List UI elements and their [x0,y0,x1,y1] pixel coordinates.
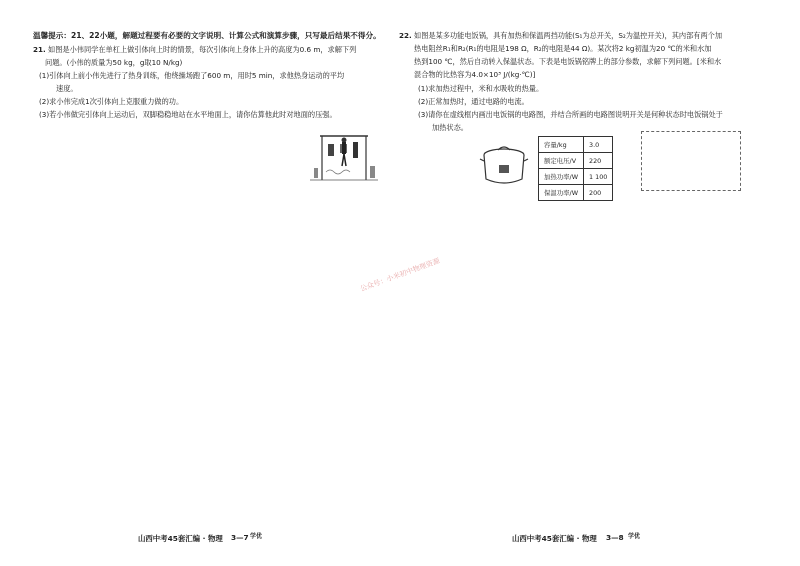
right-footer-page: 3—8 [606,533,624,542]
rice-cooker-figure [478,143,530,189]
q21-sub2: (2)求小伟完成1次引体向上克服重力做的功。 [39,97,184,106]
left-footer-logo: 学优 [250,533,263,540]
left-footer-page: 3—7 [231,533,249,542]
q22-text-1: 如图是某多功能电饭锅，具有加热和保温两挡功能(S₁为总开关，S₂为温控开关)，其内部有两个加 [414,31,723,40]
q22-line-1 [399,30,722,42]
q22-line-3: 热到100 ℃，然后自动转入保温状态。下表是电饭锅铭牌上的部分参数，求解下列问题。[米和水 [414,57,722,66]
table-row [539,169,613,185]
table-row [539,153,613,169]
q22-number: 22. [399,31,412,40]
q21-sub1-b: 速度。 [56,84,78,93]
table-row [539,137,613,153]
q22-line-4: 混合物的比热容为4.0×10³ J/(kg·℃)] [414,70,536,79]
q22-sub3-b: 加热状态。 [432,123,468,132]
left-footer-title: 山西中考45套汇编 · 物理 [138,534,223,543]
q21-line-2: 问题。(小伟的质量为50 kg，g取10 N/kg) [45,58,183,67]
right-footer-logo: 学优 [628,533,641,540]
table-cell: 1 100 [584,169,613,185]
hint-text: 温馨提示：21、22小题，解题过程要有必要的文字说明、计算公式和演算步骤，只写最后结果不得分。 [33,31,381,40]
q22-sub2: (2)正常加热时，通过电路的电流。 [418,97,529,106]
q21-sub3: (3)若小伟做完引体向上运动后，双脚稳稳地站在水平地面上，请你估算他此时对地面的压强。 [39,110,337,119]
q22-sub1: (1)求加热过程中，米和水吸收的热量。 [418,84,544,93]
q21-number: 21. [33,45,46,54]
table-cell: 220 [584,153,613,169]
q22-line-2: 热电阻丝R₁和R₂(R₁的电阻是198 Ω，R₂的电阻是44 Ω)。某次将2 kg初温为20 ℃的米和水加 [414,44,712,53]
right-footer-title: 山西中考45套汇编 · 物理 [512,534,597,543]
table-cell: 额定电压/V [539,153,584,169]
table-cell: 保温功率/W [539,185,584,201]
q21-text-1: 如图是小伟同学在单杠上做引体向上时的情景，每次引体向上身体上升的高度为0.6 m，求解下列 [48,45,357,54]
table-cell: 加热功率/W [539,169,584,185]
table-row [539,185,613,201]
pull-up-figure [306,128,381,183]
watermark: 公众号：小米初中物理资源 [359,256,441,294]
table-cell: 容量/kg [539,137,584,153]
q21-sub1-a: (1)引体向上前小伟先进行了热身训练，他绕操场跑了600 m，用时5 min，求他热身运动的平均 [39,71,345,80]
q21-line-1 [33,44,356,56]
table-cell: 200 [584,185,613,201]
table-cell: 3.0 [584,137,613,153]
q22-sub3-a: (3)请你在虚线框内画出电饭锅的电路图，并结合所画的电路图说明开关是何种状态时电饭锅处于 [418,110,723,119]
circuit-drawing-box[interactable] [641,131,741,191]
spec-table [538,136,613,201]
